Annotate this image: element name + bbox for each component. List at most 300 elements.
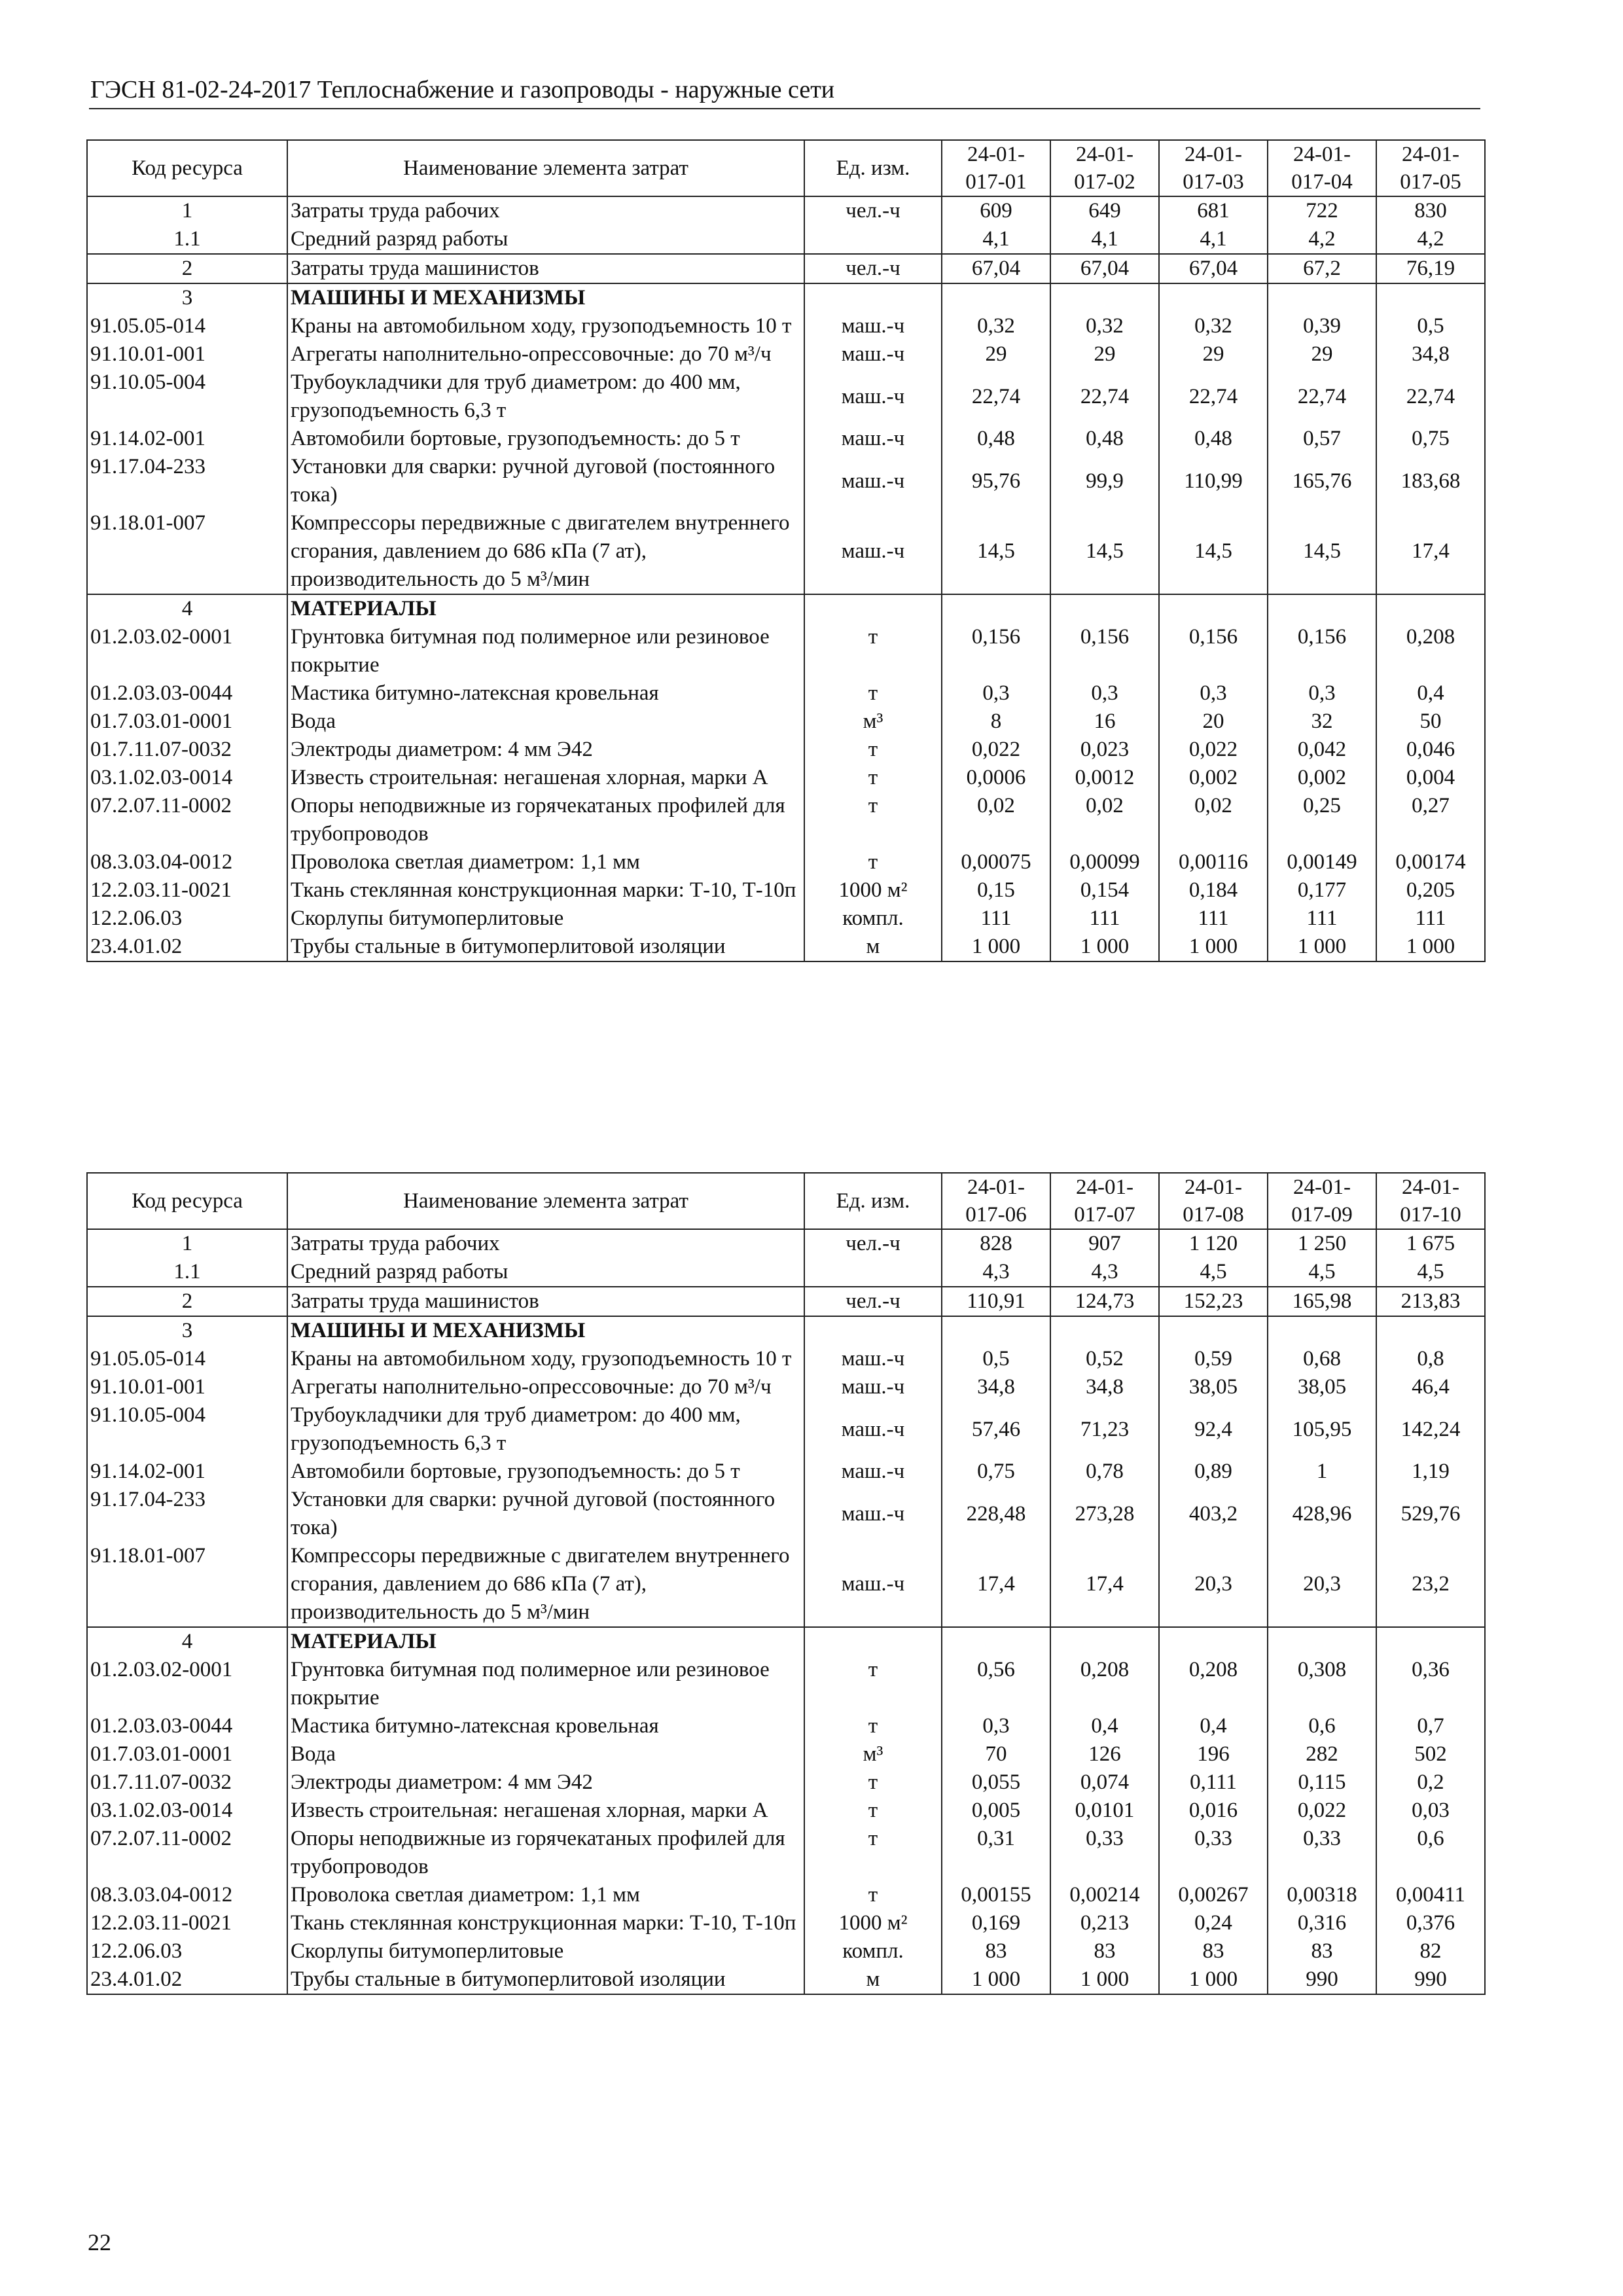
value-cell: 0,75 bbox=[1376, 425, 1485, 453]
resource-name: Трубоукладчики для труб диаметром: до 400 мм, грузоподъемность 6,3 т bbox=[287, 368, 804, 425]
table-row bbox=[87, 1712, 1485, 1740]
value-cell: 0,4 bbox=[1376, 679, 1485, 708]
value-cell bbox=[1159, 283, 1268, 312]
resource-name: Скорлупы битумоперлитовые bbox=[287, 905, 804, 933]
resource-code: 01.2.03.03-0044 bbox=[87, 1712, 287, 1740]
resource-name: Затраты труда машинистов bbox=[287, 1287, 804, 1316]
value-cell: 0,016 bbox=[1159, 1797, 1268, 1825]
resource-name: Ткань стеклянная конструкционная марки: Т-10, Т-10п bbox=[287, 1909, 804, 1937]
value-cell: 38,05 bbox=[1159, 1373, 1268, 1401]
resource-code: 91.05.05-014 bbox=[87, 312, 287, 340]
unit-cell bbox=[804, 1627, 942, 1656]
value-cell: 20,3 bbox=[1159, 1542, 1268, 1627]
resource-name: Компрессоры передвижные с двигателем внутреннего сгорания, давлением до 686 кПа (7 ат), производительность до 5 м³/мин bbox=[287, 509, 804, 594]
col-header-norm-code: 24-01- 017-03 bbox=[1159, 140, 1268, 196]
value-cell: 0,33 bbox=[1050, 1825, 1159, 1881]
resource-code: 1 bbox=[87, 1229, 287, 1258]
value-cell: 0,169 bbox=[942, 1909, 1050, 1937]
value-cell: 4,3 bbox=[1050, 1258, 1159, 1287]
resource-code: 01.2.03.02-0001 bbox=[87, 1656, 287, 1712]
resource-name: Мастика битумно-латексная кровельная bbox=[287, 1712, 804, 1740]
value-cell: 502 bbox=[1376, 1740, 1485, 1768]
value-cell: 76,19 bbox=[1376, 254, 1485, 283]
value-cell: 4,1 bbox=[942, 225, 1050, 254]
col-header-norm-code: 24-01- 017-02 bbox=[1050, 140, 1159, 196]
value-cell: 4,1 bbox=[1159, 225, 1268, 254]
value-cell: 0,00174 bbox=[1376, 848, 1485, 876]
value-cell: 0,022 bbox=[1159, 736, 1268, 764]
value-cell: 1 bbox=[1268, 1458, 1376, 1486]
resource-name: МАШИНЫ И МЕХАНИЗМЫ bbox=[287, 1316, 804, 1345]
unit-cell: т bbox=[804, 1712, 942, 1740]
table-row bbox=[87, 1740, 1485, 1768]
value-cell: 0,48 bbox=[1159, 425, 1268, 453]
value-cell: 990 bbox=[1376, 1965, 1485, 1994]
value-cell: 0,205 bbox=[1376, 876, 1485, 905]
unit-cell bbox=[804, 1258, 942, 1287]
resource-name: Автомобили бортовые, грузоподъемность: до 5 т bbox=[287, 425, 804, 453]
resource-name: Установки для сварки: ручной дуговой (постоянного тока) bbox=[287, 1486, 804, 1542]
unit-cell: маш.-ч bbox=[804, 1401, 942, 1458]
resource-name: Грунтовка битумная под полимерное или резиновое покрытие bbox=[287, 623, 804, 679]
resource-name: Скорлупы битумоперлитовые bbox=[287, 1937, 804, 1965]
table-row bbox=[87, 312, 1485, 340]
value-cell: 0,4 bbox=[1159, 1712, 1268, 1740]
unit-cell: маш.-ч bbox=[804, 1373, 942, 1401]
col-header-unit: Ед. изм. bbox=[804, 1173, 942, 1229]
value-cell: 83 bbox=[1050, 1937, 1159, 1965]
value-cell: 34,8 bbox=[1376, 340, 1485, 368]
value-cell: 124,73 bbox=[1050, 1287, 1159, 1316]
table-row bbox=[87, 254, 1485, 283]
value-cell: 0,27 bbox=[1376, 792, 1485, 848]
table-row bbox=[87, 1458, 1485, 1486]
col-header-norm-code: 24-01- 017-04 bbox=[1268, 140, 1376, 196]
value-cell: 0,002 bbox=[1159, 764, 1268, 792]
resource-code: 01.2.03.02-0001 bbox=[87, 623, 287, 679]
value-cell: 4,5 bbox=[1268, 1258, 1376, 1287]
value-cell: 681 bbox=[1159, 196, 1268, 225]
value-cell: 0,00116 bbox=[1159, 848, 1268, 876]
unit-cell: м bbox=[804, 933, 942, 961]
unit-cell: м bbox=[804, 1965, 942, 1994]
value-cell: 828 bbox=[942, 1229, 1050, 1258]
unit-cell: маш.-ч bbox=[804, 453, 942, 509]
value-cell: 50 bbox=[1376, 708, 1485, 736]
unit-cell: м³ bbox=[804, 1740, 942, 1768]
value-cell: 0,02 bbox=[1050, 792, 1159, 848]
value-cell: 34,8 bbox=[1050, 1373, 1159, 1401]
unit-cell: т bbox=[804, 792, 942, 848]
value-cell: 29 bbox=[1159, 340, 1268, 368]
value-cell bbox=[1050, 283, 1159, 312]
value-cell: 111 bbox=[942, 905, 1050, 933]
value-cell: 428,96 bbox=[1268, 1486, 1376, 1542]
table-row bbox=[87, 368, 1485, 425]
table-row bbox=[87, 425, 1485, 453]
resource-code: 03.1.02.03-0014 bbox=[87, 1797, 287, 1825]
resource-name: Краны на автомобильном ходу, грузоподъемность 10 т bbox=[287, 1345, 804, 1373]
resource-code: 91.10.05-004 bbox=[87, 1401, 287, 1458]
resource-code: 91.05.05-014 bbox=[87, 1345, 287, 1373]
col-header-norm-code: 24-01- 017-06 bbox=[942, 1173, 1050, 1229]
resource-name: Затраты труда рабочих bbox=[287, 1229, 804, 1258]
resource-name: Вода bbox=[287, 1740, 804, 1768]
unit-cell: т bbox=[804, 764, 942, 792]
value-cell: 0,3 bbox=[1268, 679, 1376, 708]
value-cell: 20 bbox=[1159, 708, 1268, 736]
resource-table-1 bbox=[86, 139, 1486, 962]
value-cell: 273,28 bbox=[1050, 1486, 1159, 1542]
resource-code: 08.3.03.04-0012 bbox=[87, 1881, 287, 1909]
value-cell: 0,005 bbox=[942, 1797, 1050, 1825]
resource-name: Автомобили бортовые, грузоподъемность: до 5 т bbox=[287, 1458, 804, 1486]
value-cell: 0,8 bbox=[1376, 1345, 1485, 1373]
value-cell: 67,04 bbox=[942, 254, 1050, 283]
value-cell: 0,25 bbox=[1268, 792, 1376, 848]
value-cell: 17,4 bbox=[1050, 1542, 1159, 1627]
value-cell: 609 bbox=[942, 196, 1050, 225]
value-cell: 0,115 bbox=[1268, 1768, 1376, 1797]
value-cell: 111 bbox=[1159, 905, 1268, 933]
resource-code: 91.17.04-233 bbox=[87, 1486, 287, 1542]
value-cell: 0,15 bbox=[942, 876, 1050, 905]
resource-code: 4 bbox=[87, 594, 287, 623]
unit-cell: маш.-ч bbox=[804, 1486, 942, 1542]
value-cell: 1 675 bbox=[1376, 1229, 1485, 1258]
value-cell: 17,4 bbox=[1376, 509, 1485, 594]
value-cell: 22,74 bbox=[1050, 368, 1159, 425]
resource-name: Установки для сварки: ручной дуговой (постоянного тока) bbox=[287, 453, 804, 509]
resource-code: 03.1.02.03-0014 bbox=[87, 764, 287, 792]
value-cell: 0,0006 bbox=[942, 764, 1050, 792]
value-cell: 126 bbox=[1050, 1740, 1159, 1768]
value-cell: 4,1 bbox=[1050, 225, 1159, 254]
value-cell bbox=[1376, 594, 1485, 623]
unit-cell: чел.-ч bbox=[804, 254, 942, 283]
value-cell: 67,2 bbox=[1268, 254, 1376, 283]
value-cell: 0,00075 bbox=[942, 848, 1050, 876]
value-cell: 0,6 bbox=[1376, 1825, 1485, 1881]
resource-name: Проволока светлая диаметром: 1,1 мм bbox=[287, 1881, 804, 1909]
unit-cell: т bbox=[804, 1797, 942, 1825]
value-cell bbox=[1376, 1316, 1485, 1345]
value-cell: 17,4 bbox=[942, 1542, 1050, 1627]
value-cell: 34,8 bbox=[942, 1373, 1050, 1401]
value-cell bbox=[942, 283, 1050, 312]
page-header-title: ГЭСН 81-02-24-2017 Теплоснабжение и газопроводы - наружные сети bbox=[90, 76, 835, 103]
value-cell bbox=[1159, 594, 1268, 623]
value-cell: 0,52 bbox=[1050, 1345, 1159, 1373]
value-cell: 165,98 bbox=[1268, 1287, 1376, 1316]
value-cell: 0,57 bbox=[1268, 425, 1376, 453]
unit-cell: маш.-ч bbox=[804, 340, 942, 368]
table-row bbox=[87, 1656, 1485, 1712]
resource-name: Электроды диаметром: 4 мм Э42 bbox=[287, 736, 804, 764]
value-cell: 0,316 bbox=[1268, 1909, 1376, 1937]
value-cell: 196 bbox=[1159, 1740, 1268, 1768]
value-cell: 1 120 bbox=[1159, 1229, 1268, 1258]
col-header-norm-code: 24-01- 017-01 bbox=[942, 140, 1050, 196]
value-cell: 228,48 bbox=[942, 1486, 1050, 1542]
value-cell: 22,74 bbox=[1159, 368, 1268, 425]
resource-name: Трубы стальные в битумоперлитовой изоляции bbox=[287, 933, 804, 961]
value-cell: 0,24 bbox=[1159, 1909, 1268, 1937]
table-row bbox=[87, 736, 1485, 764]
resource-code: 91.14.02-001 bbox=[87, 425, 287, 453]
resource-code: 12.2.03.11-0021 bbox=[87, 876, 287, 905]
value-cell: 46,4 bbox=[1376, 1373, 1485, 1401]
table-row bbox=[87, 1373, 1485, 1401]
value-cell: 14,5 bbox=[942, 509, 1050, 594]
resource-name: Компрессоры передвижные с двигателем внутреннего сгорания, давлением до 686 кПа (7 ат), производительность до 5 м³/мин bbox=[287, 1542, 804, 1627]
value-cell bbox=[1268, 1316, 1376, 1345]
value-cell bbox=[1159, 1627, 1268, 1656]
value-cell: 0,32 bbox=[942, 312, 1050, 340]
resource-code: 07.2.07.11-0002 bbox=[87, 792, 287, 848]
col-header-code: Код ресурса bbox=[87, 1173, 287, 1229]
table-row bbox=[87, 1486, 1485, 1542]
page-number: 22 bbox=[88, 2229, 111, 2255]
value-cell: 29 bbox=[1268, 340, 1376, 368]
resource-code: 01.7.03.01-0001 bbox=[87, 708, 287, 736]
value-cell: 111 bbox=[1268, 905, 1376, 933]
resource-name: Опоры неподвижные из горячекатаных профилей для трубопроводов bbox=[287, 1825, 804, 1881]
value-cell: 183,68 bbox=[1376, 453, 1485, 509]
value-cell bbox=[942, 594, 1050, 623]
table-row bbox=[87, 453, 1485, 509]
resource-code: 23.4.01.02 bbox=[87, 1965, 287, 1994]
value-cell: 529,76 bbox=[1376, 1486, 1485, 1542]
value-cell: 0,31 bbox=[942, 1825, 1050, 1881]
resource-code: 23.4.01.02 bbox=[87, 933, 287, 961]
value-cell: 0,6 bbox=[1268, 1712, 1376, 1740]
unit-cell: маш.-ч bbox=[804, 368, 942, 425]
value-cell: 0,48 bbox=[1050, 425, 1159, 453]
table-row bbox=[87, 1627, 1485, 1656]
table-row bbox=[87, 764, 1485, 792]
table-row bbox=[87, 905, 1485, 933]
unit-cell: чел.-ч bbox=[804, 196, 942, 225]
unit-cell: т bbox=[804, 679, 942, 708]
value-cell: 990 bbox=[1268, 1965, 1376, 1994]
value-cell: 83 bbox=[1159, 1937, 1268, 1965]
unit-cell: чел.-ч bbox=[804, 1229, 942, 1258]
table-row bbox=[87, 225, 1485, 254]
value-cell: 14,5 bbox=[1050, 509, 1159, 594]
value-cell: 0,5 bbox=[1376, 312, 1485, 340]
value-cell: 67,04 bbox=[1159, 254, 1268, 283]
value-cell bbox=[1050, 594, 1159, 623]
table-row bbox=[87, 792, 1485, 848]
resource-name: Трубоукладчики для труб диаметром: до 400 мм, грузоподъемность 6,3 т bbox=[287, 1401, 804, 1458]
value-cell: 0,00411 bbox=[1376, 1881, 1485, 1909]
value-cell: 0,03 bbox=[1376, 1797, 1485, 1825]
unit-cell: т bbox=[804, 1881, 942, 1909]
value-cell: 0,213 bbox=[1050, 1909, 1159, 1937]
value-cell: 14,5 bbox=[1159, 509, 1268, 594]
table-row bbox=[87, 1768, 1485, 1797]
value-cell: 1 000 bbox=[1159, 933, 1268, 961]
resource-code: 3 bbox=[87, 1316, 287, 1345]
value-cell: 0,004 bbox=[1376, 764, 1485, 792]
resource-name: Агрегаты наполнительно-опрессовочные: до 70 м³/ч bbox=[287, 340, 804, 368]
resource-code: 91.10.05-004 bbox=[87, 368, 287, 425]
resource-name: Опоры неподвижные из горячекатаных профилей для трубопроводов bbox=[287, 792, 804, 848]
table-row bbox=[87, 1937, 1485, 1965]
resource-name: Вода bbox=[287, 708, 804, 736]
unit-cell: м³ bbox=[804, 708, 942, 736]
unit-cell: компл. bbox=[804, 1937, 942, 1965]
value-cell: 0,48 bbox=[942, 425, 1050, 453]
header-rule bbox=[89, 108, 1480, 109]
table-row bbox=[87, 1229, 1485, 1258]
resource-code: 2 bbox=[87, 254, 287, 283]
value-cell: 70 bbox=[942, 1740, 1050, 1768]
table-row bbox=[87, 679, 1485, 708]
value-cell: 105,95 bbox=[1268, 1401, 1376, 1458]
value-cell: 1 000 bbox=[1050, 1965, 1159, 1994]
value-cell: 0,111 bbox=[1159, 1768, 1268, 1797]
value-cell bbox=[1159, 1316, 1268, 1345]
value-cell: 1 000 bbox=[1159, 1965, 1268, 1994]
value-cell: 1 000 bbox=[1268, 933, 1376, 961]
resource-code: 01.7.11.07-0032 bbox=[87, 1768, 287, 1797]
value-cell: 0,208 bbox=[1159, 1656, 1268, 1712]
value-cell bbox=[1376, 1627, 1485, 1656]
resource-name: Агрегаты наполнительно-опрессовочные: до 70 м³/ч bbox=[287, 1373, 804, 1401]
value-cell: 0,56 bbox=[942, 1656, 1050, 1712]
table-row bbox=[87, 1258, 1485, 1287]
value-cell: 142,24 bbox=[1376, 1401, 1485, 1458]
unit-cell bbox=[804, 225, 942, 254]
value-cell: 0,32 bbox=[1050, 312, 1159, 340]
resource-code: 01.7.11.07-0032 bbox=[87, 736, 287, 764]
value-cell: 0,02 bbox=[1159, 792, 1268, 848]
value-cell: 1 000 bbox=[942, 933, 1050, 961]
col-header-norm-code: 24-01- 017-07 bbox=[1050, 1173, 1159, 1229]
unit-cell: маш.-ч bbox=[804, 509, 942, 594]
value-cell: 907 bbox=[1050, 1229, 1159, 1258]
resource-table-2 bbox=[86, 1172, 1486, 1995]
table-row bbox=[87, 1825, 1485, 1881]
resource-code: 12.2.03.11-0021 bbox=[87, 1909, 287, 1937]
unit-cell: т bbox=[804, 736, 942, 764]
value-cell: 4,3 bbox=[942, 1258, 1050, 1287]
unit-cell: т bbox=[804, 1656, 942, 1712]
resource-name: Известь строительная: негашеная хлорная, марки А bbox=[287, 1797, 804, 1825]
value-cell: 29 bbox=[942, 340, 1050, 368]
value-cell: 0,042 bbox=[1268, 736, 1376, 764]
unit-cell: чел.-ч bbox=[804, 1287, 942, 1316]
table-row bbox=[87, 509, 1485, 594]
resource-name: Мастика битумно-латексная кровельная bbox=[287, 679, 804, 708]
resource-code: 91.14.02-001 bbox=[87, 1458, 287, 1486]
col-header-unit: Ед. изм. bbox=[804, 140, 942, 196]
value-cell: 0,208 bbox=[1050, 1656, 1159, 1712]
value-cell: 403,2 bbox=[1159, 1486, 1268, 1542]
value-cell: 0,184 bbox=[1159, 876, 1268, 905]
resource-name: Средний разряд работы bbox=[287, 1258, 804, 1287]
value-cell: 0,154 bbox=[1050, 876, 1159, 905]
unit-cell bbox=[804, 283, 942, 312]
resource-code: 12.2.06.03 bbox=[87, 1937, 287, 1965]
value-cell: 4,5 bbox=[1376, 1258, 1485, 1287]
resource-code: 91.18.01-007 bbox=[87, 1542, 287, 1627]
unit-cell: маш.-ч bbox=[804, 425, 942, 453]
value-cell: 0,02 bbox=[942, 792, 1050, 848]
resource-name: МАТЕРИАЛЫ bbox=[287, 594, 804, 623]
value-cell: 0,78 bbox=[1050, 1458, 1159, 1486]
resource-code: 2 bbox=[87, 1287, 287, 1316]
value-cell: 282 bbox=[1268, 1740, 1376, 1768]
value-cell: 0,177 bbox=[1268, 876, 1376, 905]
table-row bbox=[87, 1965, 1485, 1994]
value-cell: 57,46 bbox=[942, 1401, 1050, 1458]
table-row bbox=[87, 933, 1485, 961]
value-cell: 14,5 bbox=[1268, 509, 1376, 594]
value-cell: 0,3 bbox=[1050, 679, 1159, 708]
value-cell: 0,33 bbox=[1159, 1825, 1268, 1881]
table-row bbox=[87, 594, 1485, 623]
col-header-name: Наименование элемента затрат bbox=[287, 140, 804, 196]
value-cell: 0,074 bbox=[1050, 1768, 1159, 1797]
value-cell: 1 000 bbox=[1376, 933, 1485, 961]
value-cell: 99,9 bbox=[1050, 453, 1159, 509]
unit-cell: 1000 м² bbox=[804, 1909, 942, 1937]
unit-cell: маш.-ч bbox=[804, 1542, 942, 1627]
value-cell: 0,00099 bbox=[1050, 848, 1159, 876]
value-cell: 0,39 bbox=[1268, 312, 1376, 340]
value-cell: 16 bbox=[1050, 708, 1159, 736]
table-row bbox=[87, 196, 1485, 225]
value-cell: 0,055 bbox=[942, 1768, 1050, 1797]
resource-code: 91.17.04-233 bbox=[87, 453, 287, 509]
value-cell: 22,74 bbox=[1376, 368, 1485, 425]
value-cell: 0,023 bbox=[1050, 736, 1159, 764]
value-cell: 0,59 bbox=[1159, 1345, 1268, 1373]
table-row bbox=[87, 848, 1485, 876]
resource-name: Затраты труда рабочих bbox=[287, 196, 804, 225]
unit-cell: маш.-ч bbox=[804, 1345, 942, 1373]
value-cell: 0,00155 bbox=[942, 1881, 1050, 1909]
unit-cell: маш.-ч bbox=[804, 312, 942, 340]
resource-name: Проволока светлая диаметром: 1,1 мм bbox=[287, 848, 804, 876]
value-cell: 83 bbox=[1268, 1937, 1376, 1965]
unit-cell: т bbox=[804, 623, 942, 679]
resource-code: 01.7.03.01-0001 bbox=[87, 1740, 287, 1768]
value-cell: 1,19 bbox=[1376, 1458, 1485, 1486]
value-cell: 0,68 bbox=[1268, 1345, 1376, 1373]
table-row bbox=[87, 1797, 1485, 1825]
value-cell: 0,4 bbox=[1050, 1712, 1159, 1740]
unit-cell: т bbox=[804, 1768, 942, 1797]
value-cell: 0,75 bbox=[942, 1458, 1050, 1486]
unit-cell: т bbox=[804, 1825, 942, 1881]
value-cell: 22,74 bbox=[1268, 368, 1376, 425]
resource-name: Затраты труда машинистов bbox=[287, 254, 804, 283]
value-cell: 0,022 bbox=[942, 736, 1050, 764]
value-cell: 213,83 bbox=[1376, 1287, 1485, 1316]
unit-cell: 1000 м² bbox=[804, 876, 942, 905]
resource-code: 91.10.01-001 bbox=[87, 1373, 287, 1401]
resource-name: Электроды диаметром: 4 мм Э42 bbox=[287, 1768, 804, 1797]
table-row bbox=[87, 708, 1485, 736]
value-cell: 111 bbox=[1376, 905, 1485, 933]
table-row bbox=[87, 1542, 1485, 1627]
resource-name: МАШИНЫ И МЕХАНИЗМЫ bbox=[287, 283, 804, 312]
resource-name: Ткань стеклянная конструкционная марки: Т-10, Т-10п bbox=[287, 876, 804, 905]
